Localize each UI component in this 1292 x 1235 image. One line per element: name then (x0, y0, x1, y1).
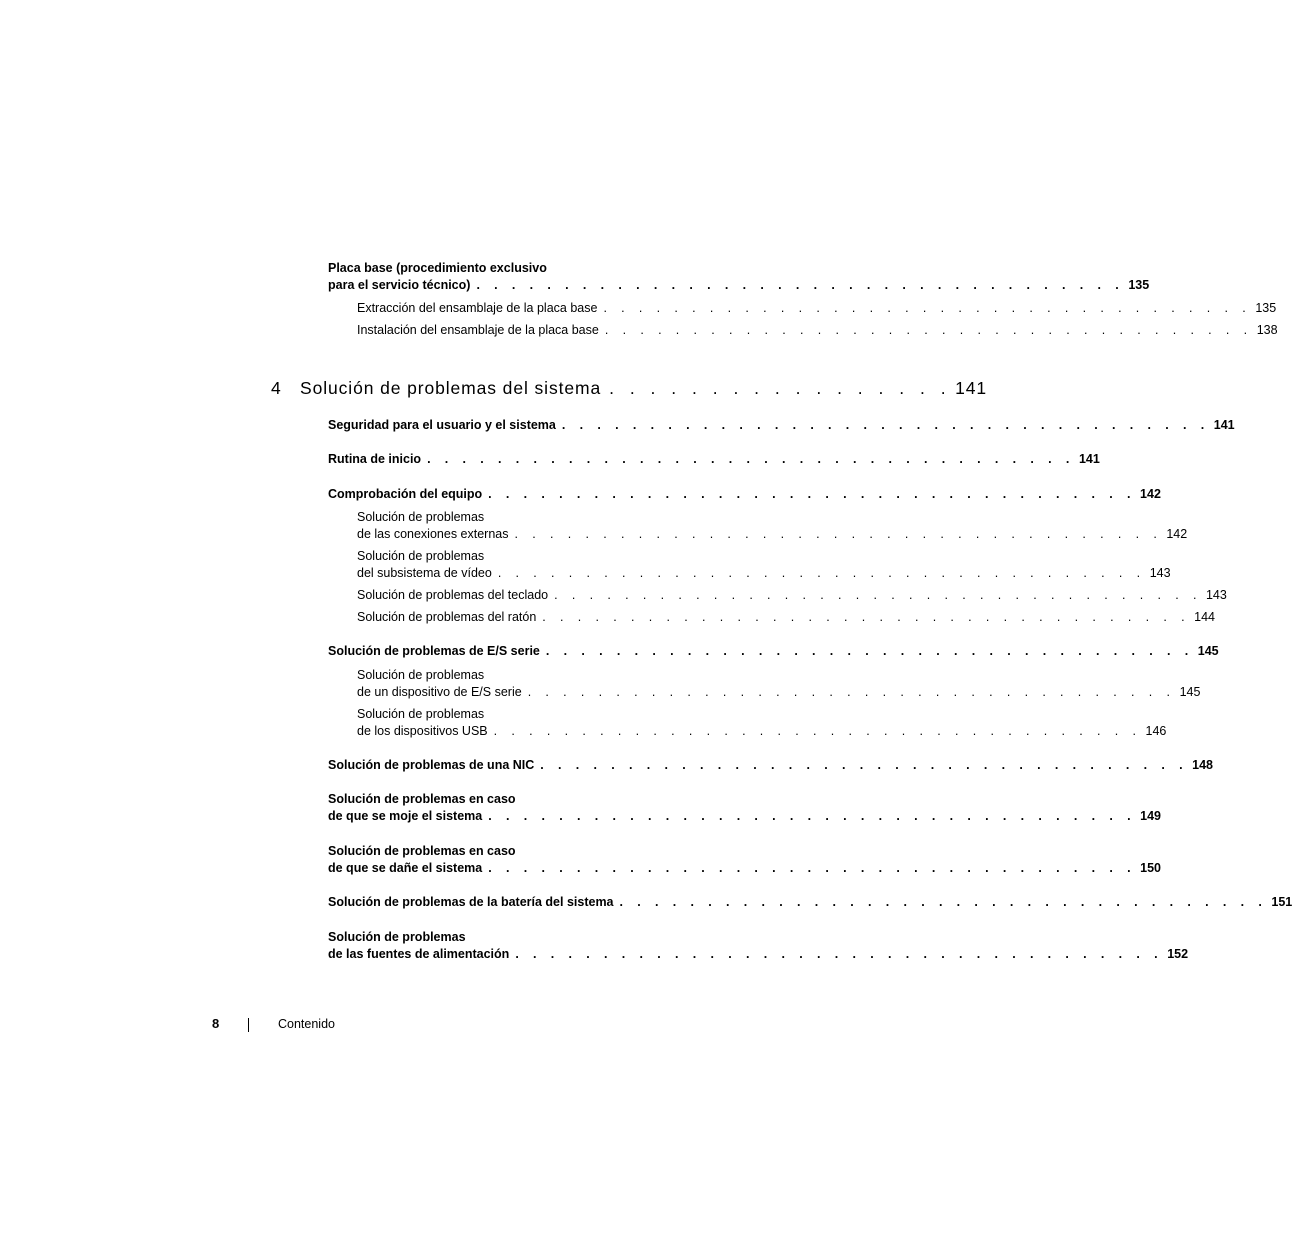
toc-page-number: 149 (1140, 809, 1161, 823)
toc-leader-dots: . . . . . . . . . . . . . . . . . . . . . . . . . . . . . . . . . . . . . (545, 644, 1194, 658)
toc-page-number: 135 (1128, 278, 1150, 292)
toc-entry[interactable] (328, 418, 1235, 433)
toc-entry-title-line: Solución de problemas en caso (328, 844, 516, 858)
toc-leader-dots: . . . . . . . . . . . . . . . . . . . . . . . . . . . . . . . . . . . . . (542, 610, 1191, 624)
toc-entry-label: Solución de problemas de la batería del sistema (328, 895, 614, 909)
toc-subentry[interactable] (357, 323, 1278, 338)
toc-entry-label: Solución de problemas del teclado (357, 588, 549, 602)
toc-entry-label: del subsistema de vídeo (357, 566, 492, 580)
toc-page-number: 142 (1166, 527, 1188, 541)
toc-subentry[interactable] (357, 527, 1188, 542)
toc-entry-label: de las conexiones externas (357, 527, 509, 541)
toc-entry-label: Solución de problemas de una NIC (328, 758, 535, 772)
toc-entry-label: Extracción del ensamblaje de la placa base (357, 301, 598, 315)
toc-leader-dots: . . . . . . . . . . . . . . . . . . . . . . . . . . . . . . . . . . . . . (427, 452, 1075, 466)
toc-entry[interactable] (328, 758, 1214, 773)
toc-entry[interactable] (328, 278, 1150, 293)
toc-entry-title-line: Solución de problemas (357, 549, 485, 563)
toc-entry[interactable] (328, 644, 1219, 659)
toc-entry-label: de un dispositivo de E/S serie (357, 685, 522, 699)
toc-entry-label: para el servicio técnico) (328, 278, 471, 292)
chapter-heading[interactable] (271, 378, 987, 398)
toc-entry-label: de las fuentes de alimentación (328, 947, 510, 961)
footer-page-number: 8 (212, 1016, 220, 1031)
toc-leader-dots: . . . . . . . . . . . . . . . . . . . . . . . . . . . . . . . . . . . . . (493, 724, 1142, 738)
toc-page-number: 145 (1179, 685, 1201, 699)
toc-entry[interactable] (328, 895, 1292, 910)
toc-leader-dots: . . . . . . . . . . . . . . . . . . . . . . . . . . . . . . . . . . . . . (497, 566, 1146, 580)
toc-leader-dots: . . . . . . . . . . . . . . . . . . . . . . . . . . . . . . . . . . . . . (554, 588, 1202, 602)
toc-entry-title-line: Solución de problemas (357, 668, 485, 682)
toc-page-number: 135 (1255, 301, 1277, 315)
toc-entry-label: Seguridad para el usuario y el sistema (328, 418, 556, 432)
toc-leader-dots: . . . . . . . . . . . . . . . . . . . . . . . . . . . . . . . . . . . . . (514, 527, 1163, 541)
toc-page-number: 150 (1140, 861, 1161, 875)
toc-page-number: 141 (1078, 452, 1100, 466)
toc-entry[interactable] (328, 809, 1161, 824)
toc-page-number: 145 (1197, 644, 1219, 658)
toc-page-number: 143 (1205, 588, 1227, 602)
toc-leader-dots: . . . . . . . . . . . . . . . . . . . . . . . . . . . . . . . . . . . . . (488, 487, 1136, 501)
toc-entry[interactable] (328, 487, 1161, 502)
toc-leader-dots: . . . . . . . . . . . . . . . . . . . . . . . . . . . . . . . . . . . . . (488, 809, 1136, 823)
toc-entry[interactable] (328, 452, 1100, 467)
toc-leader-dots: . . . . . . . . . . . . . . . . . . . . . . . . . . . . . . . . . . . . . (527, 685, 1176, 699)
footer-separator (248, 1018, 249, 1032)
toc-leader-dots: . . . . . . . . . . . . . . . . . . . . . . . . . . . . . . . . . . . . . (561, 418, 1210, 432)
chapter-number: 4 (271, 378, 282, 398)
toc-page-number: 141 (1213, 418, 1235, 432)
toc-page-number: 143 (1149, 566, 1171, 580)
chapter-page-number: 141 (955, 378, 987, 398)
toc-entry-label: Solución de problemas de E/S serie (328, 644, 540, 658)
toc-leader-dots: . . . . . . . . . . . . . . . . . . . . . . . . . . . . . . . . . . . . . (604, 323, 1253, 337)
toc-page-number: 138 (1256, 323, 1278, 337)
toc-page-number: 148 (1192, 758, 1214, 772)
toc-page-number: 144 (1194, 610, 1216, 624)
toc-entry-label: de los dispositivos USB (357, 724, 488, 738)
toc-leader-dots: . . . . . . . . . . . . . . . . . . . . . . . . . . . . . . . . . . . . . (619, 895, 1268, 909)
toc-subentry[interactable] (357, 724, 1167, 739)
toc-entry-label: Comprobación del equipo (328, 487, 483, 501)
toc-page-number: 151 (1271, 895, 1292, 909)
toc-subentry[interactable] (357, 610, 1216, 625)
toc-entry-label: Instalación del ensamblaje de la placa base (357, 323, 599, 337)
chapter-title: Solución de problemas del sistema (300, 378, 602, 398)
toc-leader-dots: . . . . . . . . . . . . . . . . . . . . . . . . . . . . . . . . . . . . . (488, 861, 1136, 875)
toc-subentry[interactable] (357, 685, 1201, 700)
toc-entry-title-line: Solución de problemas en caso (328, 792, 516, 806)
toc-entry-title-line: Solución de problemas (357, 510, 485, 524)
toc-leader-dots: . . . . . . . . . . . . . . . . . (609, 378, 952, 398)
toc-leader-dots: . . . . . . . . . . . . . . . . . . . . . . . . . . . . . . . . . . . . . (540, 758, 1189, 772)
toc-entry-label: de que se moje el sistema (328, 809, 483, 823)
toc-subentry[interactable] (357, 301, 1277, 316)
toc-entry-label: de que se dañe el sistema (328, 861, 483, 875)
toc-entry-title-line: Solución de problemas (328, 930, 466, 944)
toc-page-number: 146 (1145, 724, 1167, 738)
toc-leader-dots: . . . . . . . . . . . . . . . . . . . . . . . . . . . . . . . . . . . . . (476, 278, 1125, 292)
toc-leader-dots: . . . . . . . . . . . . . . . . . . . . . . . . . . . . . . . . . . . . . (603, 301, 1252, 315)
toc-entry[interactable] (328, 947, 1189, 962)
footer-section-label: Contenido (278, 1017, 335, 1031)
toc-page-number: 152 (1167, 947, 1189, 961)
toc-entry-title-line: Solución de problemas (357, 707, 485, 721)
toc-subentry[interactable] (357, 566, 1171, 581)
toc-entry-label: Solución de problemas del ratón (357, 610, 537, 624)
toc-entry-title-line: Placa base (procedimiento exclusivo (328, 261, 547, 275)
toc-entry[interactable] (328, 861, 1161, 876)
toc-subentry[interactable] (357, 588, 1227, 603)
toc-page-number: 142 (1140, 487, 1161, 501)
toc-leader-dots: . . . . . . . . . . . . . . . . . . . . . . . . . . . . . . . . . . . . . (515, 947, 1164, 961)
toc-entry-label: Rutina de inicio (328, 452, 422, 466)
